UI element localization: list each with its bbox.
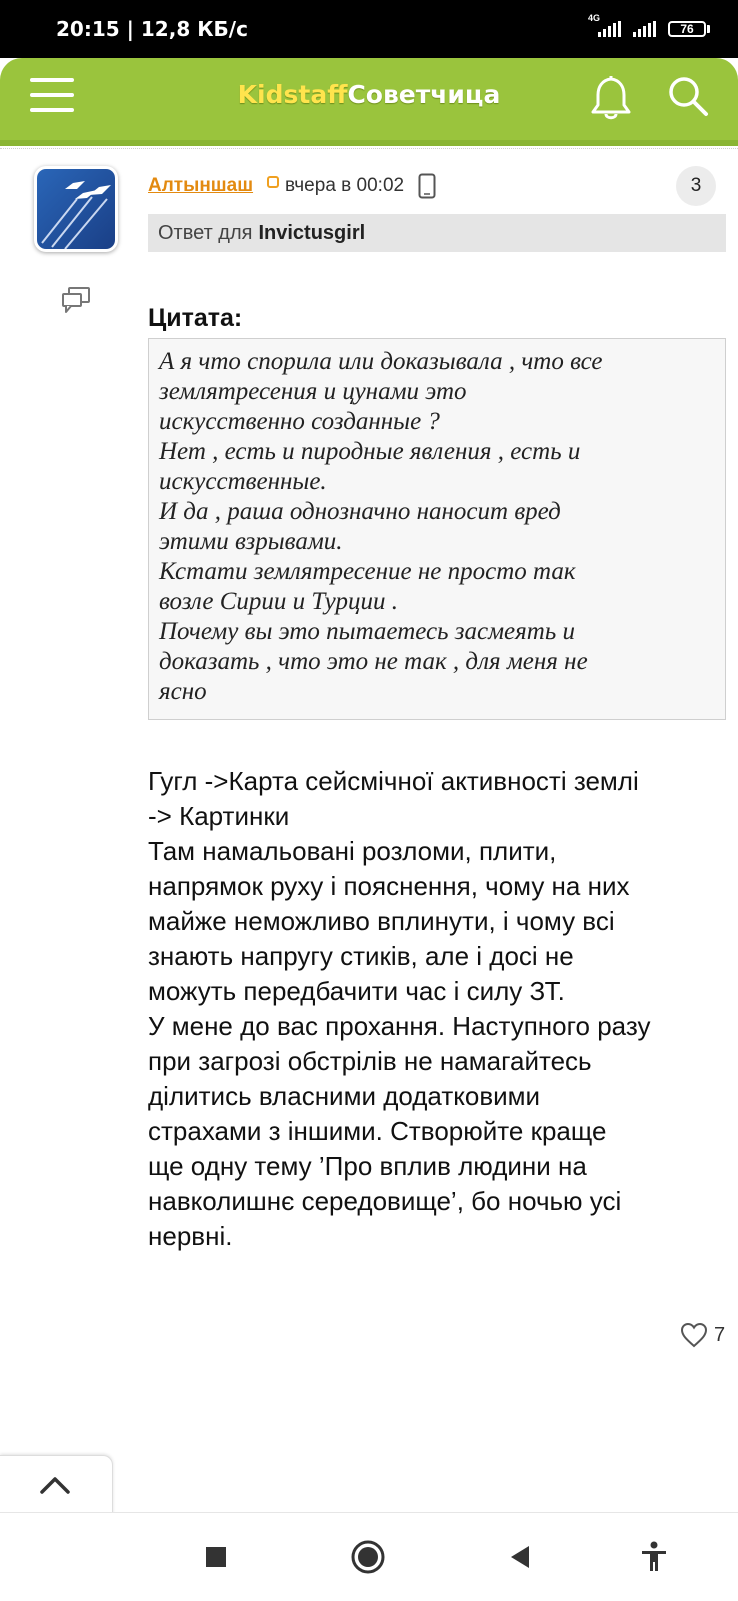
post-body (148, 764, 734, 1254)
quote-line: землятресения и цунами это (159, 378, 467, 405)
search-icon[interactable] (666, 74, 710, 118)
scroll-top-button[interactable] (0, 1455, 113, 1519)
quote-title: Цитата: (148, 304, 243, 332)
like-button[interactable] (680, 1322, 725, 1348)
mobile-device-icon (418, 173, 436, 199)
back-icon[interactable] (500, 1537, 540, 1577)
home-icon[interactable] (348, 1537, 388, 1577)
reply-prefix: Ответ для (158, 221, 253, 244)
author-link[interactable]: Алтыншаш (148, 175, 254, 196)
body-line: знають напругу стиків, але і досі не (148, 941, 574, 971)
quote-line: Нет , есть и пиродные явления , есть и (159, 438, 581, 465)
heart-icon (680, 1322, 708, 1348)
quote-line: доказать , что это не так , для меня не (159, 648, 588, 675)
quote-block (148, 338, 726, 720)
quote-line: этими взрывами. (159, 528, 343, 555)
app-title[interactable]: KidstaffСоветчица (237, 80, 501, 109)
reply-to-user[interactable]: Invictusgirl (258, 221, 366, 244)
body-line: Гугл ->Карта сейсмічної активності землі (148, 766, 639, 796)
app-bar (0, 58, 738, 140)
like-count: 7 (714, 1323, 726, 1346)
body-line: ділитись власними додатковими (148, 1081, 541, 1111)
post-number-badge[interactable]: 3 (676, 166, 716, 206)
chevron-up-icon (0, 1456, 112, 1512)
reply-to-bar[interactable] (148, 214, 726, 252)
separator (0, 148, 738, 149)
system-nav-bar (0, 1512, 738, 1601)
status-icons (588, 13, 710, 37)
post-meta (148, 172, 436, 200)
body-line: навколишнє середовище’, бо ночью усі (148, 1186, 622, 1216)
body-line: -> Картинки (148, 801, 290, 831)
avatar-image (37, 169, 115, 249)
avatar[interactable] (34, 166, 118, 252)
body-line: майже неможливо вплинути, і чому всі (148, 906, 615, 936)
status-bar (0, 0, 738, 58)
post-timestamp: вчера в 00:02 (285, 175, 405, 196)
quote-line: искусственные. (159, 468, 327, 495)
quote-line: искусственно созданные ? (159, 408, 440, 435)
quote-line: ясно (159, 678, 207, 705)
body-line: при загрозі обстрілів не намагайтесь (148, 1046, 592, 1076)
bell-icon[interactable] (588, 72, 634, 122)
quote-line: Кстати землятресение не просто так (159, 558, 576, 585)
quote-line: И да , раша однозначно наносит вред (159, 498, 561, 525)
quote-line: А я что спорила или доказывала , что все (159, 348, 603, 375)
signal-icon (633, 21, 656, 37)
body-line: можуть передбачити час і силу ЗТ. (148, 976, 565, 1006)
body-line: нервні. (148, 1221, 233, 1251)
body-line: У мене до вас прохання. Наступного разу (148, 1011, 651, 1041)
body-line: напрямок руху і пояснення, чому на них (148, 871, 630, 901)
accessibility-icon[interactable] (634, 1537, 674, 1577)
body-line: страхами з іншими. Створюйте краще (148, 1116, 607, 1146)
online-status-icon (267, 176, 279, 188)
signal-4g-icon: 4G (598, 21, 621, 37)
body-line: Там намальовані розломи, плити, (148, 836, 557, 866)
recent-apps-icon[interactable] (196, 1537, 236, 1577)
body-line: ще одну тему ’Про вплив людини на (148, 1151, 587, 1181)
battery-icon: 76 (668, 21, 710, 37)
quote-line: Почему вы это пытаетесь засмеять и (159, 618, 575, 645)
quote-line: возле Сирии и Турции . (159, 588, 398, 615)
status-time: 20:15 | 12,8 КБ/с (56, 17, 248, 41)
quote-reply-icon[interactable] (60, 286, 92, 314)
